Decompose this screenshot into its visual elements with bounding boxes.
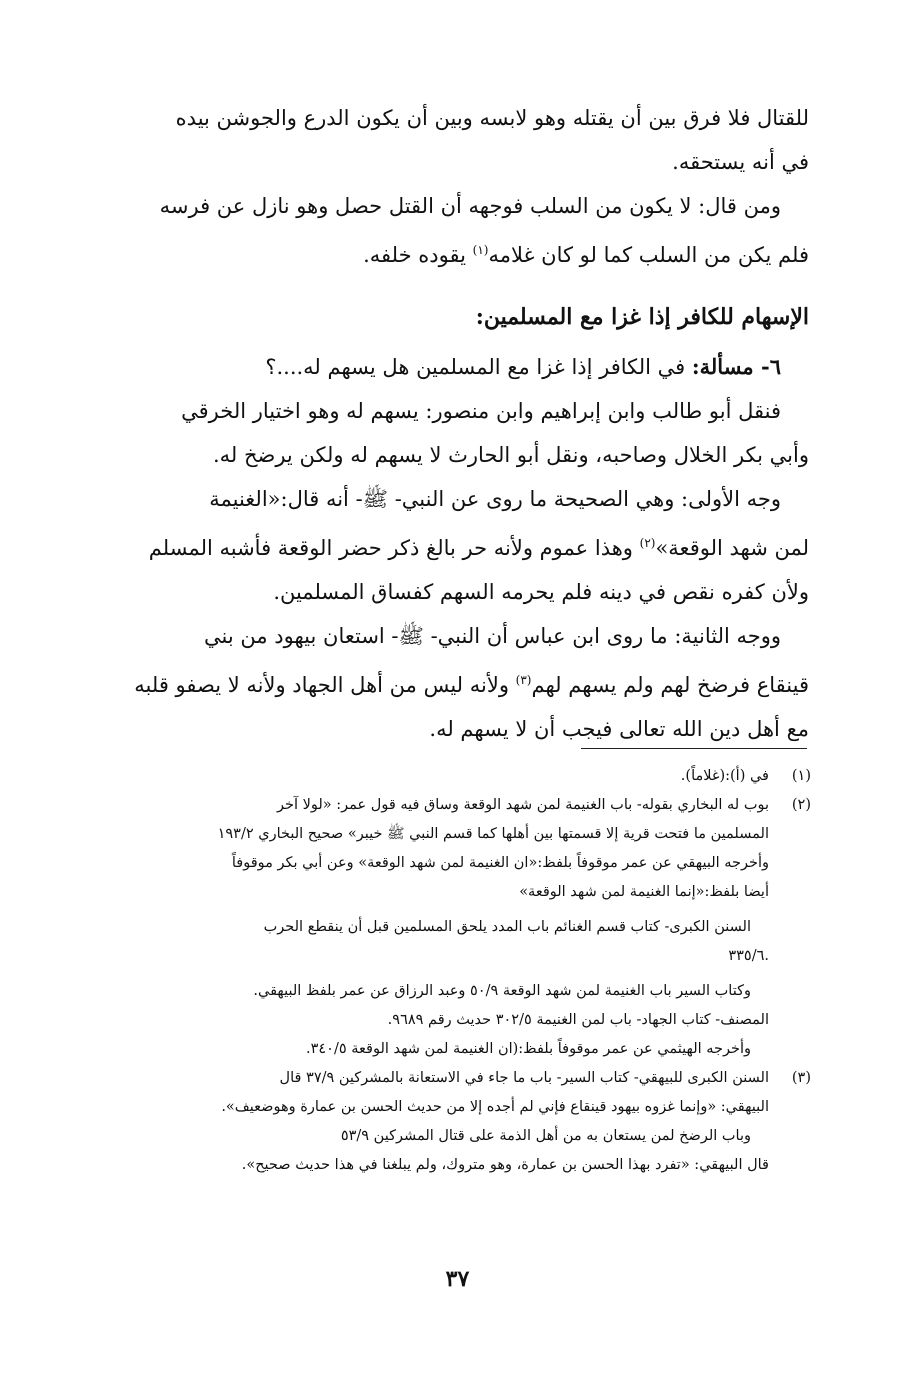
text-line: فنقل أبو طالب وابن إبراهيم وابن منصور: يسهم له وهو اختيار الخرقي — [181, 399, 781, 423]
footnote-2 — [103, 791, 811, 1064]
footnote-ref: (٣) — [515, 673, 532, 687]
footnote-line: في (أ):(غلاماً). — [680, 768, 769, 784]
footnote-body — [103, 791, 769, 1064]
footnote-line: .٣٣٥/٦ — [728, 948, 769, 964]
footnote-line: وأخرجه الهيثمي عن عمر موقوفاً بلفظ:(ان الغنيمة لمن شهد الوقعة ٣٤٠/٥. — [305, 1041, 751, 1057]
text-line: مع أهل دين الله تعالى فيجب أن لا يسهم له. — [429, 717, 809, 741]
footnote-line: وكتاب السير باب الغنيمة لمن شهد الوقعة ٥٠/٩ وعبد الرزاق عن عمر بلفظ البيهقي. — [253, 983, 751, 999]
footnote-line: المصنف- كتاب الجهاد- باب لمن الغنيمة ٣٠٢/٥ حديث رقم ٩٦٨٩. — [387, 1012, 769, 1028]
text-span: لمن شهد الوقعة» — [655, 536, 809, 560]
footnote-3 — [103, 1064, 811, 1180]
text-line: ومن قال: لا يكون من السلب فوجهه أن القتل حصل وهو نازل عن فرسه — [159, 194, 781, 218]
footnote-line: البيهقي: «وإنما غزوه بيهود قينقاع فإني لم أجده إلا من حديث الحسن بن عمارة وهوضعيف». — [221, 1099, 769, 1115]
footnote-body — [103, 1064, 769, 1180]
footnote-1 — [103, 762, 811, 791]
footnote-number: (٣) — [791, 1070, 811, 1086]
text-span: وهذا عموم ولأنه حر بالغ ذكر حضر الوقعة فأشبه المسلم — [148, 536, 640, 560]
text-line — [109, 345, 809, 389]
footnote-line: بوب له البخاري بقوله- باب الغنيمة لمن شهد الوقعة وساق فيه قول عمر: «لولا آخر — [277, 797, 769, 813]
text-line: وأبي بكر الخلال وصاحبه، ونقل أبو الحارث لا يسهم له ولكن يرضخ له. — [212, 443, 809, 467]
footnotes — [103, 762, 811, 1180]
text-span: فلم يكن من السلب كما لو كان غلامه — [488, 243, 809, 267]
text-line: ووجه الثانية: ما روى ابن عباس أن النبي- ﷺ- استعان بيهود من بني — [204, 624, 781, 648]
footnote-ref: (٢) — [639, 536, 656, 550]
text-span: ولأنه ليس من أهل الجهاد ولأنه لا يصفو قلبه — [134, 673, 516, 697]
text-line: في أنه يستحقه. — [672, 150, 809, 174]
text-line — [109, 228, 809, 277]
footnote-number: (٢) — [791, 797, 811, 813]
main-text — [109, 96, 809, 751]
footnote-number: (١) — [791, 768, 811, 784]
footnote-ref: (١) — [472, 243, 489, 257]
footnote-line: أيضا بلفظ:«إنما الغنيمة لمن شهد الوقعة» — [519, 884, 769, 900]
text-line — [109, 658, 809, 707]
footnote-line: وأخرجه البيهقي عن عمر موقوفاً بلفظ:«ان الغنيمة لمن شهد الوقعة» وعن أبي بكر موقوفاً — [231, 855, 769, 871]
text-line: للقتال فلا فرق بين أن يقتله وهو لابسه وبين أن يكون الدرع والجوشن بيده — [175, 106, 809, 130]
text-line — [109, 521, 809, 570]
text-span: يقوده خلفه. — [363, 243, 473, 267]
footnote-line: وباب الرضخ لمن يستعان به من أهل الذمة على قتال المشركين ٥٣/٩ — [340, 1128, 751, 1144]
footnote-line: المسلمين ما فتحت قرية إلا قسمتها بين أهلها كما قسم النبي ﷺ خيبر» صحيح البخاري ١٩٣/٢ — [217, 826, 769, 842]
text-span: قينقاع فرضخ لهم ولم يسهم لهم — [531, 673, 809, 697]
text-span: في الكافر إذا غزا مع المسلمين هل يسهم له....؟ — [265, 355, 692, 379]
text-line: وجه الأولى: وهي الصحيحة ما روى عن النبي- ﷺ- أنه قال:«الغنيمة — [209, 487, 781, 511]
footnote-body — [103, 762, 769, 791]
footnote-line: قال البيهقي: «تفرد بهذا الحسن بن عمارة، وهو متروك، ولم يبلغنا في هذا حديث صحيح». — [241, 1157, 769, 1173]
page-number: ٣٧ — [445, 1266, 470, 1292]
issue-label: ٦- مسألة: — [691, 354, 781, 379]
footnote-separator — [581, 748, 807, 749]
section-heading: الإسهام للكافر إذا غزا مع المسلمين: — [475, 304, 809, 330]
text-line: ولأن كفره نقص في دينه فلم يحرمه السهم كفساق المسلمين. — [273, 580, 809, 604]
footnote-line: السنن الكبرى- كتاب قسم الغنائم باب المدد يلحق المسلمين قبل أن ينقطع الحرب — [263, 919, 751, 935]
footnote-line: السنن الكبرى للبيهقي- كتاب السير- باب ما جاء في الاستعانة بالمشركين ٣٧/٩ قال — [279, 1070, 769, 1086]
